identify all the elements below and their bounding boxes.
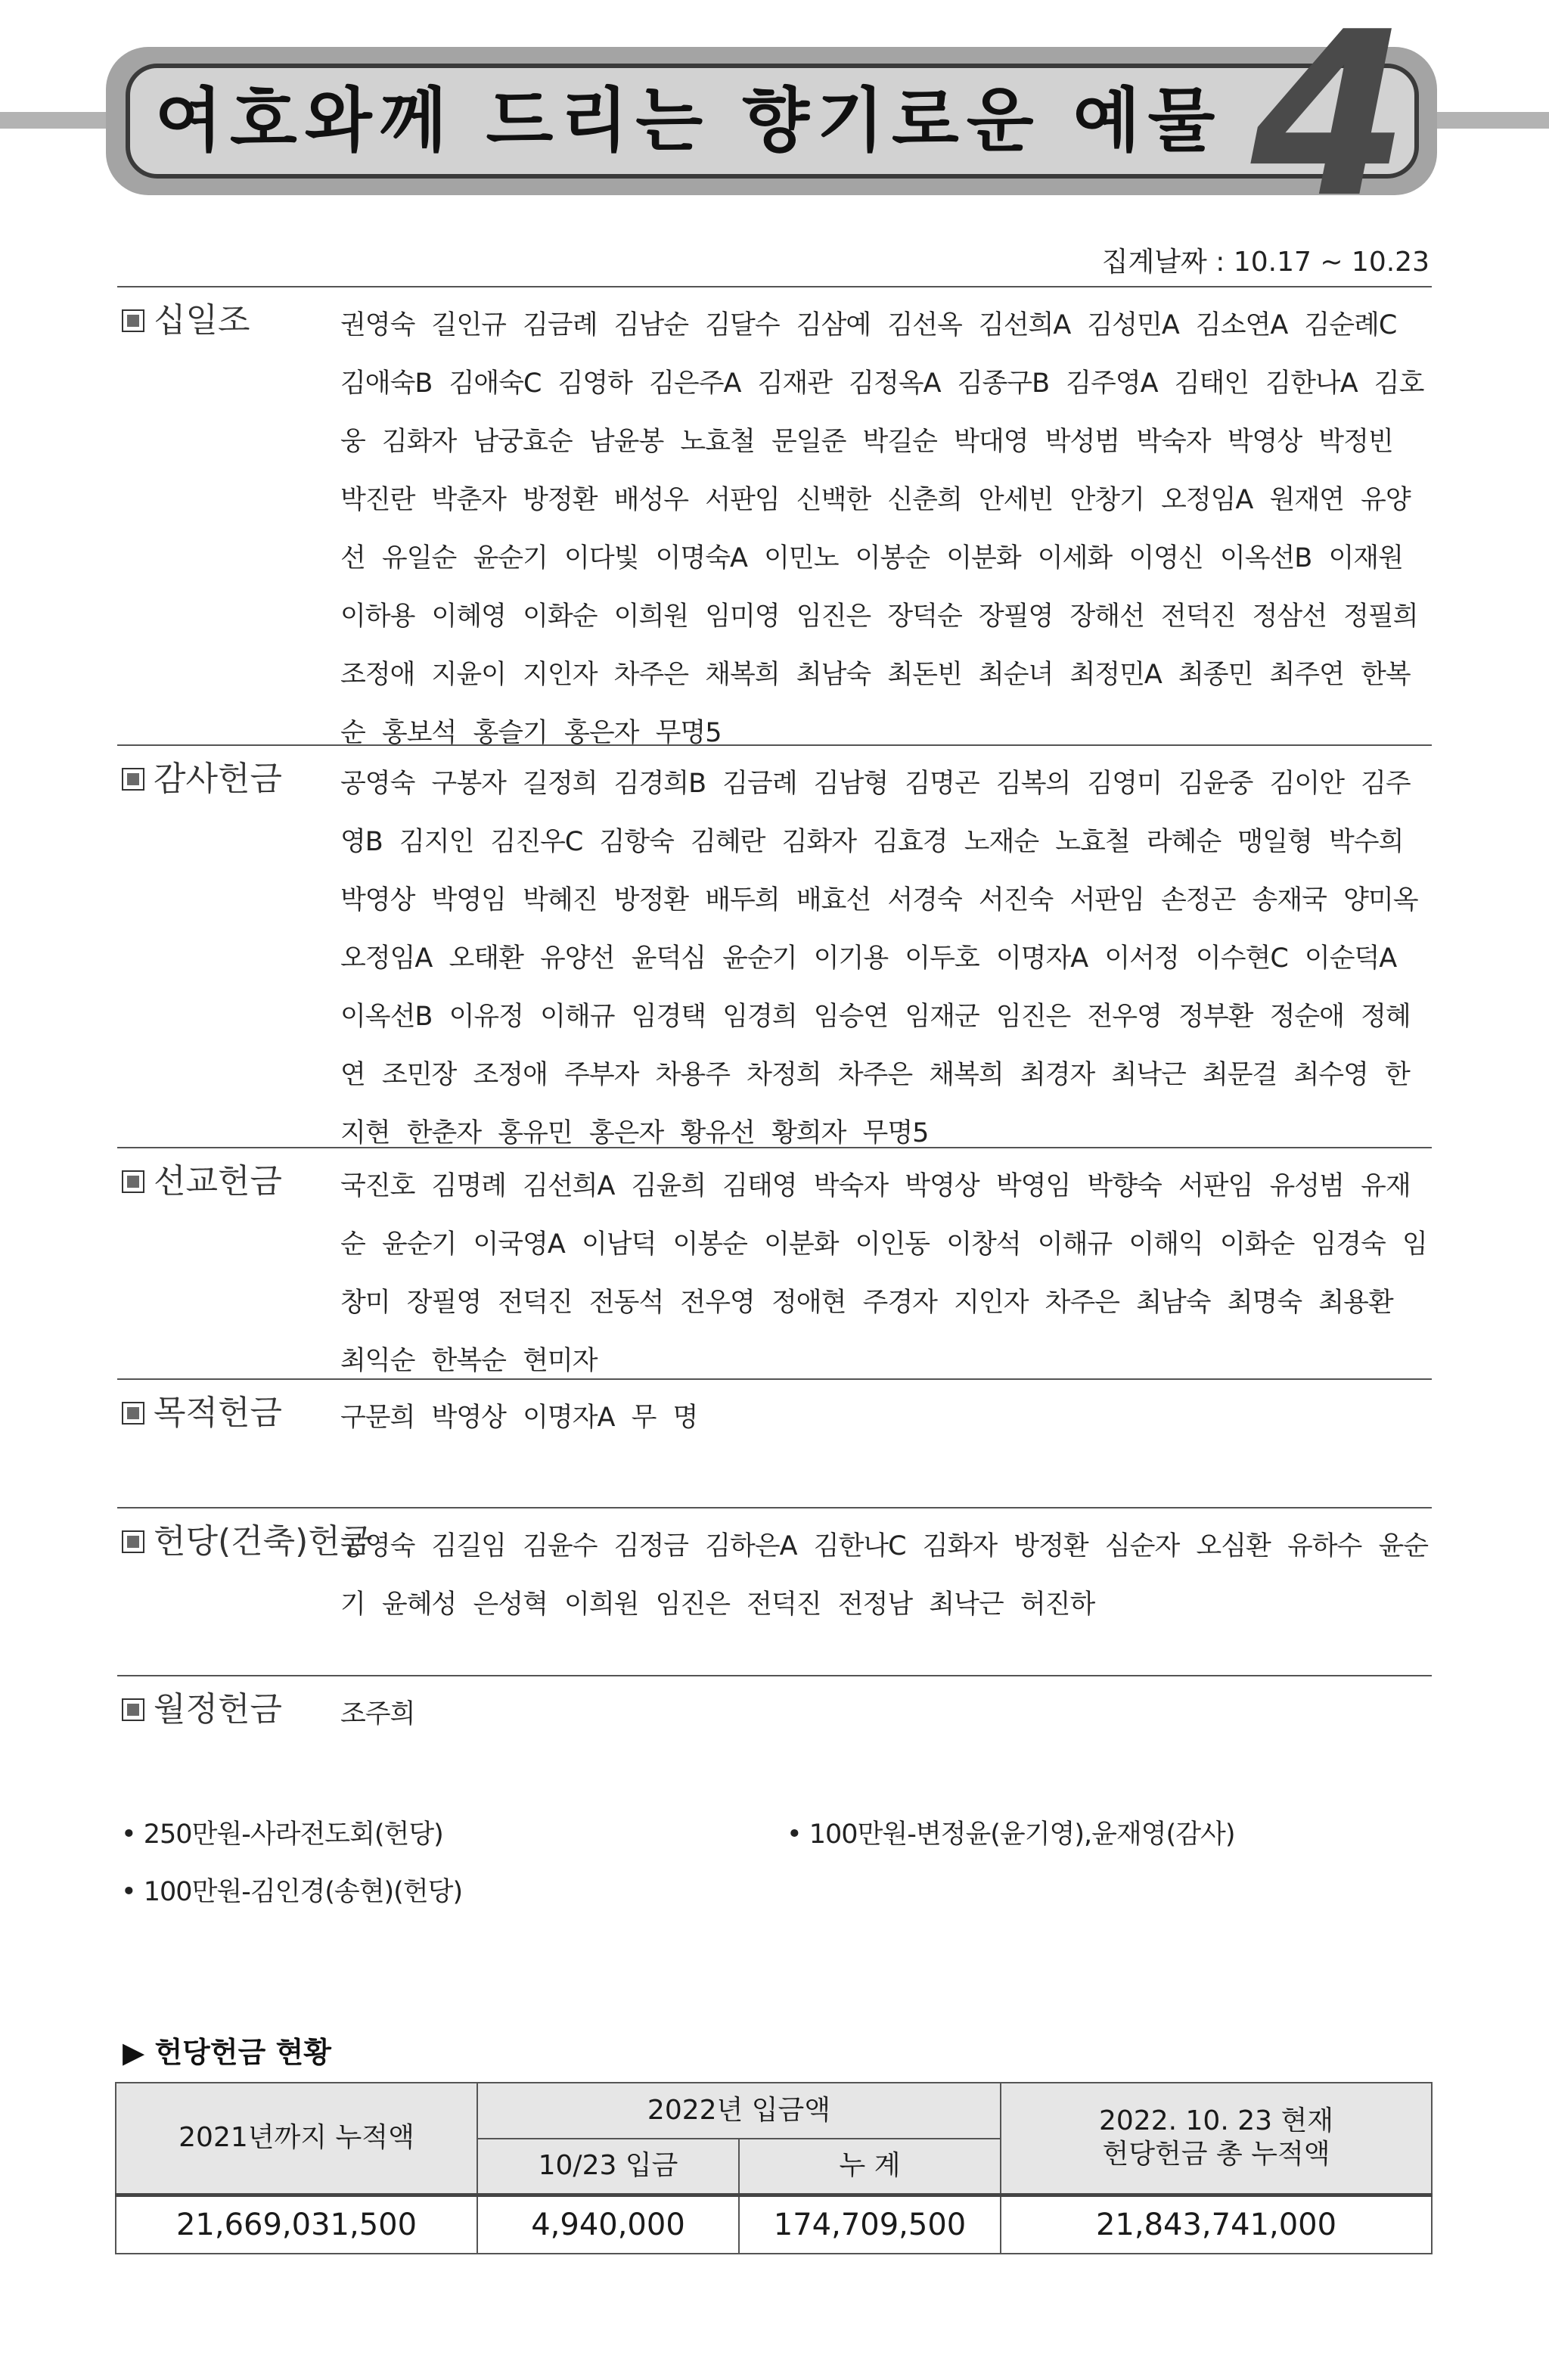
header-cumulative: 누 계 <box>739 2139 1001 2195</box>
page-title: 여호와께 드리는 향기로운 예물 <box>155 80 1223 161</box>
square-bullet-icon <box>122 1698 144 1721</box>
donor-names: 조주희 <box>340 1699 415 1729</box>
section-label <box>122 298 250 343</box>
building-fund-table <box>115 2082 1433 2254</box>
value-total-accum: 21,843,741,000 <box>1001 2195 1432 2254</box>
header-total-line2: 헌당헌금 총 누적액 <box>1102 2139 1330 2170</box>
section-building <box>117 1507 1432 1673</box>
section-label <box>122 1519 372 1564</box>
section-mission <box>117 1147 1432 1377</box>
tally-date: 집계날짜 : 10.17 ~ 10.23 <box>1101 247 1429 278</box>
header-total-accum <box>1001 2083 1432 2195</box>
table-row <box>116 2195 1432 2254</box>
square-bullet-icon <box>122 309 144 332</box>
donor-names: 구문희 박영상 이명자A 무 명 <box>340 1403 698 1433</box>
page-section-number: 4 <box>1250 0 1409 247</box>
value-week-deposit: 4,940,000 <box>477 2195 739 2254</box>
header-2022-deposits: 2022년 입금액 <box>477 2083 1001 2139</box>
header-accum-2021: 2021년까지 누적액 <box>116 2083 477 2195</box>
section-label <box>122 1159 282 1204</box>
section-label-text: 감사헌금 <box>154 760 283 798</box>
donor-names: 공영숙 김길임 김윤수 김정금 김하은A 김한나C 김화자 방정환 심순자 오심환 유하수 윤순기 윤혜성 은성혁 이희원 임진은 전덕진 전정남 최낙근 허진하 <box>340 1531 1429 1620</box>
section-label <box>122 1687 282 1732</box>
special-gift-note: • 100만원-변정윤(윤기영),윤재영(감사) <box>787 1819 1235 1850</box>
section-monthly <box>117 1675 1432 1773</box>
section-tithe <box>117 286 1432 748</box>
square-bullet-icon <box>122 1402 144 1425</box>
value-accum-2021: 21,669,031,500 <box>116 2195 477 2254</box>
section-label-text: 선교헌금 <box>154 1162 283 1201</box>
section-label <box>122 757 282 802</box>
section-label-text: 목적헌금 <box>154 1394 283 1432</box>
donor-names: 공영숙 구봉자 길정희 김경희B 김금례 김남형 김명곤 김복의 김영미 김윤중 김이안 김주영B 김지인 김진우C 김항숙 김혜란 김화자 김효경 노재순 노효철 라혜순 맹일형 박수희 박영상 박영임 박혜진 방정환 배두희 배효선 서경숙 서진숙 서판임 손정곤 송재국 양미옥 오정임A 오태환 유양선 윤덕심 윤순기 이기용 이두호 이명자A 이서정 이수현C 이순덕A 이옥선B 이유정 이해규 임경택 임경희 임승연 임재군 임진은 전우영 정부환 정순애 정혜연 조민장 조정애 주부자 차용주 차정희 차주은 채복희 최경자 최낙근 최문걸 최수영 한지현 한춘자 홍유민 홍은자 황유선 황희자 무명5 <box>340 769 1418 1148</box>
status-heading: ▶ 헌당헌금 현황 <box>123 2036 331 2069</box>
section-label-text: 월정헌금 <box>154 1690 283 1729</box>
donor-names: 권영숙 길인규 김금례 김남순 김달수 김삼예 김선옥 김선희A 김성민A 김소연A 김순례C 김애숙B 김애숙C 김영하 김은주A 김재관 김정옥A 김종구B 김주영A 김태인 김한나A 김호웅 김화자 남궁효순 남윤봉 노효철 문일준 박길순 박대영 박성범 박숙자 박영상 박정빈 박진란 박춘자 방정환 배성우 서판임 신백한 신춘희 안세빈 안창기 오정임A 원재연 유양선 유일순 윤순기 이다빛 이명숙A 이민노 이봉순 이분화 이세화 이영신 이옥선B 이재원 이하용 이혜영 이화순 이희원 임미영 임진은 장덕순 장필영 장해선 전덕진 정삼선 정필희 조정애 지윤이 지인자 차주은 채복희 최남숙 최돈빈 최순녀 최정민A 최종민 최주연 한복순 홍보석 홍슬기 홍은자 무명5 <box>340 310 1424 748</box>
section-thanksgiving <box>117 744 1432 1148</box>
square-bullet-icon <box>122 768 144 791</box>
section-label-text: 십일조 <box>154 301 250 340</box>
special-gift-note: • 100만원-김인경(송현)(헌당) <box>121 1877 463 1907</box>
section-label <box>122 1390 282 1436</box>
donor-names: 국진호 김명례 김선희A 김윤희 김태영 박숙자 박영상 박영임 박향숙 서판임 유성범 유재순 윤순기 이국영A 이남덕 이봉순 이분화 이인동 이창석 이해규 이해익 이화순 임경숙 임창미 장필영 전덕진 전동석 전우영 정애현 주경자 지인자 차주은 최남숙 최명숙 최용환 최익순 한복순 현미자 <box>340 1171 1427 1376</box>
header-total-line1: 2022. 10. 23 현재 <box>1099 2105 1334 2137</box>
header-week-deposit: 10/23 입금 <box>477 2139 739 2195</box>
special-gift-note: • 250만원-사라전도회(헌당) <box>121 1819 443 1850</box>
section-label-text: 헌당(건축)헌금 <box>154 1522 373 1561</box>
square-bullet-icon <box>122 1530 144 1553</box>
value-cumulative: 174,709,500 <box>739 2195 1001 2254</box>
section-purpose <box>117 1378 1432 1505</box>
square-bullet-icon <box>122 1170 144 1193</box>
